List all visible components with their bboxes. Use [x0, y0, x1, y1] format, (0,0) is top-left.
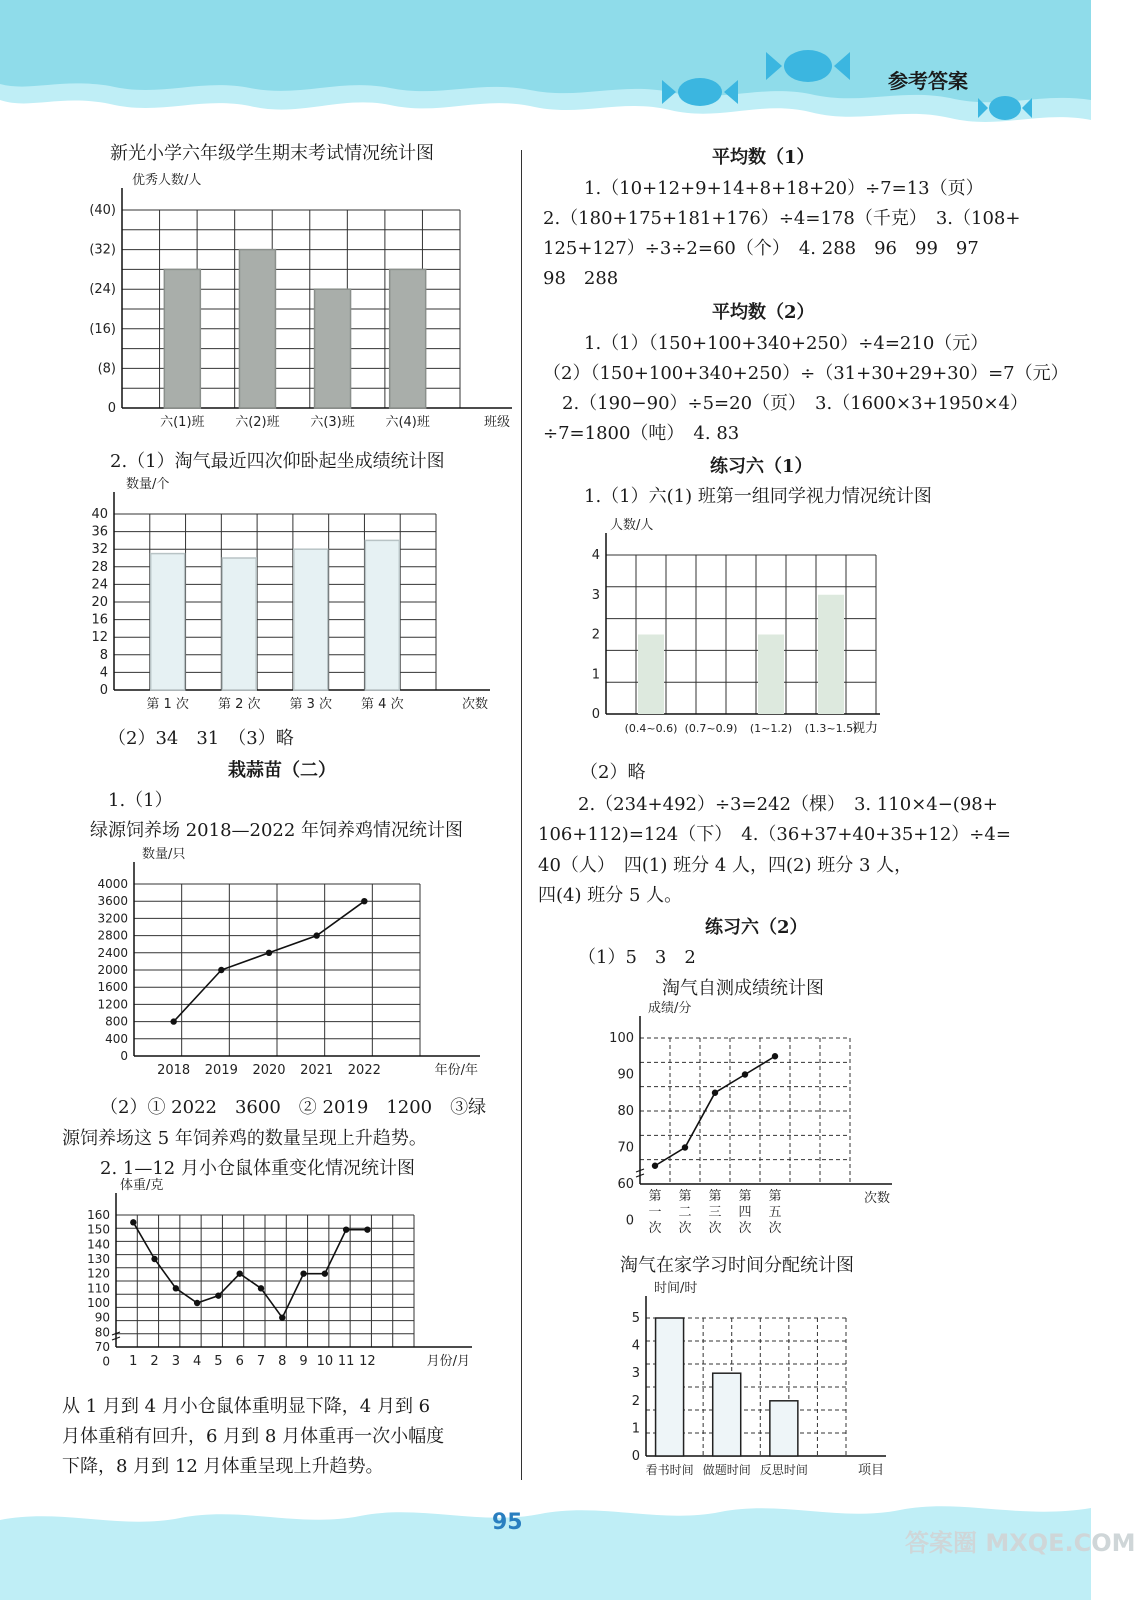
y-tick-label: 4000 — [97, 877, 128, 891]
y-tick-label: 4 — [591, 548, 600, 563]
x-tick-label: 2020 — [252, 1063, 286, 1078]
y-tick-label: 0 — [107, 401, 116, 416]
y-tick-label: 120 — [87, 1266, 110, 1281]
avg1-line3: 125+127）÷3÷2=60（个） 4. 288 96 99 97 — [543, 238, 979, 259]
y-tick-label: 28 — [91, 559, 108, 575]
x-tick-label: 9 — [299, 1354, 308, 1369]
x-axis-label: 月份/月 — [426, 1354, 470, 1369]
chart5 — [580, 518, 940, 748]
q1-2-line2: 源饲养场这 5 年饲养鸡的数量呈现上升趋势。 — [62, 1128, 427, 1149]
x-tick-label: 次 — [708, 1221, 722, 1236]
bar — [770, 1401, 798, 1456]
data-point — [237, 1270, 243, 1276]
y-tick-label: 5 — [631, 1311, 640, 1326]
data-point — [364, 1226, 370, 1232]
x-tick-label: 次 — [648, 1221, 662, 1236]
y-tick-label: 150 — [87, 1222, 110, 1237]
y-tick-label: 3600 — [97, 894, 128, 909]
chart3 — [80, 847, 520, 1085]
y-tick-label: 2 — [631, 1393, 640, 1409]
x-tick-label: 反思时间 — [759, 1463, 808, 1477]
chart4 — [80, 1178, 520, 1375]
data-point — [343, 1226, 349, 1232]
y-tick-label: 2000 — [97, 963, 128, 977]
data-point — [652, 1163, 658, 1169]
x-tick-label: 第 — [708, 1189, 722, 1204]
x-tick-label: 六(1)班 — [160, 415, 205, 430]
para1: 从 1 月到 4 月小仓鼠体重明显下降，4 月到 6 — [62, 1396, 431, 1417]
ex61-line2: 106+112)=124（下） 4.（36+37+40+35+12）÷4= — [538, 824, 1011, 845]
y-tick-label: 2 — [591, 627, 600, 643]
y-tick-label: 4 — [99, 665, 108, 681]
x-tick-label: 二 — [678, 1205, 692, 1220]
ex61-line3: 40（人） 四(1) 班分 4 人，四(2) 班分 3 人， — [538, 855, 913, 876]
x-tick-label: 2019 — [204, 1063, 238, 1078]
y-axis-label: 数量/只 — [142, 847, 186, 862]
y-tick-label: 0 — [591, 707, 600, 722]
ex61-line1: 2.（234+492）÷3=242（棵） 3. 110×4−(98+ — [578, 794, 998, 815]
y-tick-label: 160 — [87, 1208, 110, 1222]
data-point — [266, 950, 272, 956]
x-tick-label: 第 4 次 — [361, 697, 404, 712]
para2: 月体重稍有回升，6 月到 8 月体重再一次小幅度 — [62, 1426, 445, 1447]
y-tick-label: 100 — [609, 1031, 634, 1046]
x-tick-label: (0.7~0.9) — [684, 722, 738, 735]
series-line — [655, 1056, 775, 1166]
bar — [315, 289, 351, 408]
y-axis-label: 成绩/分 — [648, 1001, 692, 1016]
y-axis-label: 数量/个 — [126, 477, 170, 492]
y-tick-label: 80 — [94, 1325, 110, 1340]
y-tick-label: 0 — [625, 1213, 634, 1229]
x-tick-label: 看书时间 — [645, 1463, 694, 1477]
x-tick-label: 2021 — [300, 1063, 334, 1078]
y-tick-label: 90 — [94, 1310, 110, 1325]
y-tick-label: 24 — [91, 577, 108, 593]
x-tick-label: (1.3~1.5) — [804, 722, 858, 735]
y-tick-label: 80 — [617, 1104, 634, 1119]
chart1-title: 新光小学六年级学生期末考试情况统计图 — [110, 143, 434, 164]
x-tick-label: 三 — [708, 1205, 722, 1220]
y-tick-label: 0 — [120, 1049, 128, 1063]
y-tick-label: 3 — [591, 587, 600, 603]
q1-2-line1: （2）① 2022 3600 ② 2019 1200 ③绿 — [100, 1097, 487, 1118]
y-tick-label: 140 — [87, 1237, 110, 1252]
x-tick-label: (1~1.2) — [749, 722, 793, 735]
avg1-line1: 1.（10+12+9+14+8+18+20）÷7=13（页） — [584, 178, 984, 199]
chart2 — [80, 478, 520, 718]
chart6-title: 淘气自测成绩统计图 — [662, 978, 824, 999]
x-tick-label: 第 2 次 — [217, 697, 261, 712]
x-tick-label: 六(3)班 — [310, 415, 355, 430]
bar — [222, 558, 256, 690]
data-point — [772, 1053, 778, 1059]
x-tick-label: 五 — [768, 1205, 782, 1220]
series-line — [174, 901, 365, 1021]
q2-title: 2. 1—12 月小仓鼠体重变化情况统计图 — [100, 1158, 415, 1179]
x-tick-label: 第 3 次 — [289, 697, 333, 712]
y-tick-label: 70 — [94, 1340, 110, 1354]
x-tick-label: 第 — [738, 1189, 752, 1204]
x-tick-label: 2 — [150, 1354, 159, 1369]
x-tick-label: 次 — [738, 1221, 752, 1236]
x-tick-label: (0.4~0.6) — [624, 722, 678, 735]
data-point — [173, 1285, 179, 1291]
data-point — [712, 1090, 718, 1096]
x-tick-label: 2022 — [347, 1063, 381, 1078]
data-point — [742, 1071, 748, 1077]
y-tick-label: (8) — [97, 361, 116, 377]
x-tick-label: 第 — [768, 1189, 782, 1204]
x-tick-label: 6 — [235, 1354, 244, 1369]
data-point — [279, 1314, 285, 1320]
y-tick-label: 1600 — [97, 980, 128, 995]
x-tick-label: 六(2)班 — [235, 415, 280, 430]
x-axis-label: 次数 — [863, 1191, 890, 1206]
y-tick-label: 70 — [617, 1140, 634, 1156]
ex61-q1-2: （2）略 — [580, 762, 646, 783]
chart1 — [80, 170, 520, 440]
data-point — [682, 1144, 688, 1150]
y-tick-label: 12 — [91, 630, 108, 646]
y-tick-label: 1 — [591, 667, 600, 683]
chart3-title: 绿源饲养场 2018—2022 年饲养鸡情况统计图 — [90, 820, 464, 841]
bar — [713, 1373, 741, 1456]
x-tick-label: 2018 — [157, 1063, 191, 1078]
x-tick-label: 第 1 次 — [146, 697, 189, 712]
x-tick-label: 11 — [337, 1354, 355, 1369]
x-tick-label: 四 — [738, 1205, 752, 1220]
y-axis-label: 体重/克 — [120, 1178, 164, 1193]
header-title: 参考答案 — [888, 69, 968, 93]
series-line — [133, 1222, 367, 1317]
data-point — [170, 1018, 176, 1024]
data-point — [361, 898, 367, 904]
avg2-title: 平均数（2） — [712, 302, 815, 323]
section-garlic: 栽蒜苗（二） — [228, 760, 336, 781]
y-tick-label: 32 — [91, 542, 108, 558]
x-tick-label: 次 — [678, 1221, 692, 1236]
data-point — [218, 967, 224, 973]
data-point — [194, 1300, 200, 1306]
data-point — [151, 1256, 157, 1262]
x-tick-label: 5 — [214, 1354, 223, 1369]
y-tick-label: 0 — [102, 1354, 110, 1369]
x-axis-label: 次数 — [461, 697, 488, 712]
x-tick-label: 第 — [678, 1189, 692, 1204]
y-tick-label: 3200 — [97, 911, 128, 926]
y-axis-label: 优秀人数/人 — [132, 173, 202, 188]
y-tick-label: 800 — [105, 1014, 128, 1029]
page-number: 95 — [492, 1510, 523, 1535]
y-tick-label: (40) — [89, 203, 116, 218]
chart7 — [610, 1282, 900, 1482]
data-point — [215, 1292, 221, 1298]
ex61-line4: 四(4) 班分 5 人。 — [538, 885, 683, 906]
chart7-title: 淘气在家学习时间分配统计图 — [620, 1255, 854, 1276]
avg2-line2: （2）（150+100+340+250）÷（31+30+29+30）=7（元） — [543, 363, 1069, 384]
bar — [638, 635, 664, 715]
data-point — [300, 1270, 306, 1276]
ex61-title: 练习六（1） — [710, 456, 813, 477]
y-tick-label: (24) — [89, 282, 116, 298]
bar — [239, 250, 275, 408]
x-tick-label: 8 — [278, 1354, 287, 1369]
y-tick-label: 8 — [99, 647, 108, 663]
x-tick-label: 做题时间 — [702, 1463, 751, 1477]
avg1-line2: 2.（180+175+181+176）÷4=178（千克） 3.（108+ — [543, 208, 1021, 229]
avg2-line4: ÷7=1800（吨） 4. 83 — [543, 423, 740, 444]
y-tick-label: (16) — [89, 321, 116, 337]
y-tick-label: 60 — [617, 1177, 634, 1192]
x-axis-label: 班级 — [483, 415, 510, 430]
q2-1-heading: 2.（1）淘气最近四次仰卧起坐成绩统计图 — [110, 451, 445, 472]
q1-1: 1.（1） — [108, 790, 173, 811]
x-tick-label: 7 — [256, 1354, 266, 1369]
y-tick-label: 100 — [87, 1296, 110, 1310]
watermark: 答案圈 MXQE.COM — [905, 1529, 1136, 1557]
x-tick-label: 次 — [768, 1221, 782, 1236]
avg2-line1: 1.（1）（150+100+340+250）÷4=210（元） — [584, 333, 989, 354]
bar — [656, 1318, 684, 1456]
avg1-title: 平均数（1） — [712, 147, 815, 168]
y-tick-label: (32) — [89, 242, 116, 258]
x-tick-label: 3 — [171, 1354, 180, 1369]
bar — [151, 554, 185, 690]
y-tick-label: 20 — [91, 595, 108, 610]
bar — [164, 269, 200, 408]
y-axis-label: 人数/人 — [610, 518, 654, 533]
x-tick-label: 10 — [316, 1354, 334, 1369]
data-point — [258, 1285, 264, 1291]
y-tick-label: 1200 — [97, 997, 128, 1012]
x-axis-label: 项目 — [857, 1463, 884, 1478]
y-tick-label: 4 — [631, 1338, 640, 1354]
data-point — [313, 932, 319, 938]
bar — [758, 635, 784, 715]
y-tick-label: 400 — [105, 1031, 128, 1046]
x-tick-label: 1 — [129, 1354, 138, 1369]
y-tick-label: 40 — [91, 507, 108, 522]
x-tick-label: 一 — [648, 1205, 662, 1220]
bar — [818, 595, 844, 714]
bar — [294, 549, 328, 690]
column-divider — [521, 150, 522, 1480]
avg2-line3: 2.（190−90）÷5=20（页） 3.（1600×3+1950×4） — [562, 393, 1028, 414]
data-point — [130, 1219, 136, 1225]
y-tick-label: 2400 — [97, 945, 128, 960]
x-tick-label: 12 — [359, 1354, 376, 1369]
q2-answers: （2）34 31 （3）略 — [108, 728, 294, 749]
para3: 下降，8 月到 12 月体重呈现上升趋势。 — [62, 1456, 384, 1477]
x-tick-label: 第 — [648, 1189, 662, 1204]
y-tick-label: 36 — [91, 524, 108, 540]
y-tick-label: 3 — [631, 1366, 640, 1382]
y-tick-label: 130 — [87, 1252, 110, 1266]
y-tick-label: 0 — [99, 683, 108, 698]
x-axis-label: 年份/年 — [434, 1063, 478, 1078]
y-axis-label: 时间/时 — [654, 1281, 698, 1296]
y-tick-label: 2800 — [97, 928, 128, 943]
x-axis-label: 视力 — [851, 721, 878, 736]
y-tick-label: 0 — [631, 1449, 640, 1464]
ex61-q1: 1.（1）六(1) 班第一组同学视力情况统计图 — [584, 486, 932, 507]
y-tick-label: 16 — [91, 612, 108, 628]
y-tick-label: 1 — [631, 1421, 640, 1437]
x-tick-label: 4 — [193, 1354, 202, 1369]
chart6 — [600, 1000, 910, 1245]
bar — [390, 269, 426, 408]
ex62-title: 练习六（2） — [705, 917, 808, 938]
bar — [365, 540, 399, 690]
ex62-line1: （1）5 3 2 — [578, 947, 696, 968]
y-tick-label: 110 — [87, 1281, 110, 1296]
data-point — [322, 1270, 328, 1276]
x-tick-label: 六(4)班 — [385, 415, 430, 430]
y-tick-label: 90 — [617, 1067, 634, 1083]
avg1-line4: 98 288 — [543, 268, 619, 289]
